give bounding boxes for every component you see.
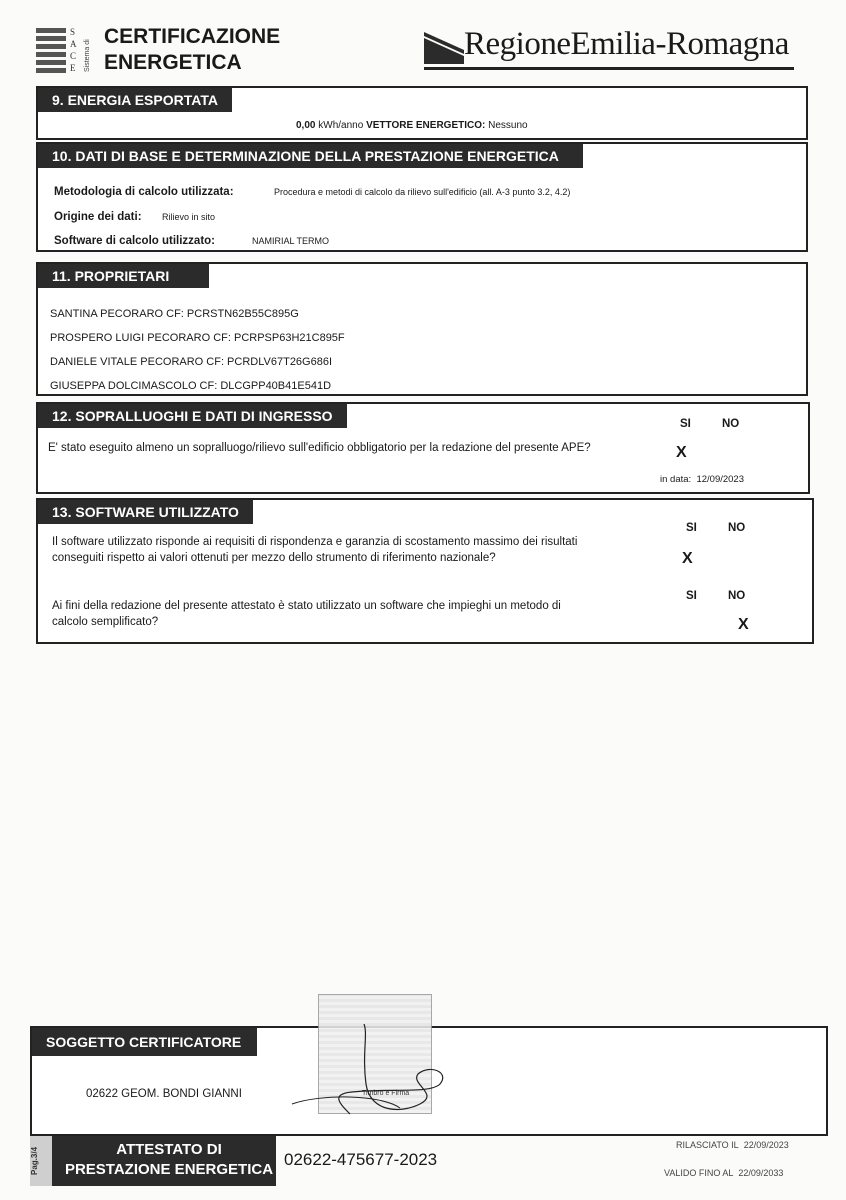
certificatore-name: 02622 GEOM. BONDI GIANNI bbox=[86, 1088, 242, 1100]
certificazione-title bbox=[104, 24, 280, 76]
date-value: 12/09/2023 bbox=[696, 474, 744, 485]
section-10-title: 10. DATI DI BASE E DETERMINAZIONE DELLA PRESTAZIONE ENERGETICA bbox=[38, 144, 583, 168]
codice-attestato: 02622-475677-2023 bbox=[284, 1150, 438, 1169]
attestato-line-2: PRESTAZIONE ENERGETICA bbox=[64, 1161, 274, 1178]
no-label: NO bbox=[722, 418, 740, 430]
section-dati-base bbox=[36, 142, 808, 252]
section-11-title: 11. PROPRIETARI bbox=[38, 264, 209, 288]
software-q2-no-mark: X bbox=[738, 616, 749, 633]
title-line-1: CERTIFICAZIONE bbox=[104, 25, 281, 48]
region-logo bbox=[424, 24, 796, 74]
valido-row bbox=[664, 1168, 783, 1178]
owner-item: GIUSEPPA DOLCIMASCOLO CF: DLCGPP40B41E541D bbox=[50, 380, 332, 392]
energia-unit: kWh/anno bbox=[318, 120, 364, 131]
date-label: in data: bbox=[660, 474, 692, 485]
section-12-title: 12. SOPRALLUOGHI E DATI DI INGRESSO bbox=[38, 404, 347, 428]
title-line-2: ENERGETICA bbox=[104, 51, 242, 74]
section-9-title: 9. ENERGIA ESPORTATA bbox=[38, 88, 232, 112]
software-label: Software di calcolo utilizzato: bbox=[54, 235, 216, 247]
valido-value: 22/09/2033 bbox=[738, 1168, 784, 1178]
software-q1-si-mark: X bbox=[682, 550, 693, 567]
vettore-value: Nessuno bbox=[488, 120, 528, 131]
origine-value: Rilievo in sito bbox=[162, 212, 216, 222]
page-number: Pag.3/4 bbox=[30, 1136, 52, 1186]
timbro-label: Timbro e Firma bbox=[362, 1090, 410, 1097]
si-label: SI bbox=[686, 522, 697, 534]
signature-scribble-icon bbox=[290, 1024, 490, 1124]
energia-value: 0,00 bbox=[296, 120, 316, 131]
section-sopralluoghi bbox=[36, 402, 810, 494]
owner-item: SANTINA PECORARO CF: PCRSTN62B55C895G bbox=[50, 308, 299, 320]
rilasciato-value: 22/09/2023 bbox=[743, 1140, 789, 1150]
software-value: NAMIRIAL TERMO bbox=[252, 236, 330, 246]
software-question-2: Ai fini della redazione del presente attestato è stato utilizzato un software che impieghi un metodo di calcolo semplificato? bbox=[52, 600, 561, 628]
section-energia-esportata bbox=[36, 86, 808, 140]
region-underline bbox=[424, 67, 794, 70]
soggetto-certificatore-title: SOGGETTO CERTIFICATORE bbox=[32, 1028, 257, 1056]
metodologia-value: Procedura e metodi di calcolo da rilievo sull'edificio (all. A-3 punto 3.2, 4.2) bbox=[274, 187, 571, 197]
metodologia-label: Metodologia di calcolo utilizzata: bbox=[54, 186, 234, 198]
attestato-banner bbox=[30, 1136, 276, 1186]
region-name: RegioneEmilia-Romagna bbox=[464, 26, 789, 62]
sistema-di-label: Sistema di bbox=[84, 39, 91, 72]
section-13-title: 13. SOFTWARE UTILIZZATO bbox=[38, 500, 253, 524]
owner-item: DANIELE VITALE PECORARO CF: PCRDLV67T26G686I bbox=[50, 356, 333, 368]
sopralluogo-si-mark: X bbox=[676, 444, 687, 461]
attestato-title bbox=[64, 1140, 274, 1180]
energia-esportata-row bbox=[296, 120, 528, 131]
origine-label: Origine dei dati: bbox=[54, 211, 142, 223]
sace-logo-letters: S A C E bbox=[70, 27, 77, 73]
software-question-1: Il software utilizzato risponde ai requisiti di rispondenza e garanzia di scostamento massimo dei risultati conseguiti rispetto ai valori ottenuti per mezzo dello strumento di riferimento nazionale? bbox=[52, 536, 578, 564]
owner-item: PROSPERO LUIGI PECORARO CF: PCRPSP63H21C895F bbox=[50, 332, 345, 344]
sopralluogo-date bbox=[660, 474, 744, 485]
region-emblem-icon bbox=[424, 28, 464, 64]
sopralluogo-question: E' stato eseguito almeno un sopralluogo/rilievo sull'edificio obbligatorio per la redazione del presente APE? bbox=[48, 442, 591, 454]
section-software-utilizzato bbox=[36, 498, 814, 644]
attestato-line-1: ATTESTATO DI bbox=[116, 1141, 222, 1158]
section-proprietari bbox=[36, 262, 808, 396]
vettore-label: VETTORE ENERGETICO: bbox=[366, 120, 486, 131]
rilasciato-label: RILASCIATO IL bbox=[676, 1140, 739, 1150]
si-label: SI bbox=[680, 418, 691, 430]
sace-logo-bars-icon bbox=[36, 28, 66, 76]
valido-label: VALIDO FINO AL bbox=[664, 1168, 734, 1178]
no-label: NO bbox=[728, 590, 746, 602]
rilasciato-row bbox=[676, 1140, 789, 1150]
si-label: SI bbox=[686, 590, 697, 602]
no-label: NO bbox=[728, 522, 746, 534]
